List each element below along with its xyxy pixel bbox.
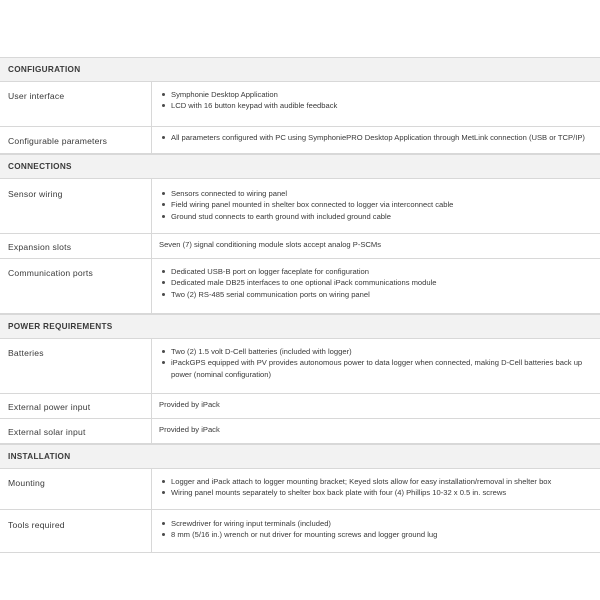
row-value xyxy=(152,469,600,509)
row-label: Batteries xyxy=(0,339,152,393)
section-header-installation: INSTALLATION xyxy=(0,444,600,469)
list-item: LCD with 16 button keypad with audible feedback xyxy=(159,100,596,111)
row-batteries xyxy=(0,339,600,394)
row-value xyxy=(152,339,600,393)
row-sensor-wiring xyxy=(0,179,600,234)
row-label: User interface xyxy=(0,82,152,126)
list-item: iPackGPS equipped with PV provides autonomous power to data logger when connected, making D-Cell batteries back up power (nominal configuration) xyxy=(159,357,596,380)
spec-table xyxy=(0,57,600,553)
row-label: Sensor wiring xyxy=(0,179,152,233)
row-communication-ports xyxy=(0,259,600,314)
row-label: Expansion slots xyxy=(0,234,152,258)
list-item: 8 mm (5/16 in.) wrench or nut driver for mounting screws and logger ground lug xyxy=(159,529,596,540)
list-item: Screwdriver for wiring input terminals (included) xyxy=(159,518,596,529)
row-label: Tools required xyxy=(0,510,152,552)
row-value: Provided by iPack xyxy=(159,425,220,434)
list-item: Dedicated USB-B port on logger faceplate for configuration xyxy=(159,266,596,277)
list-item: Ground stud connects to earth ground with included ground cable xyxy=(159,211,596,222)
row-label: Configurable parameters xyxy=(0,127,152,153)
row-label: External solar input xyxy=(0,419,152,443)
list-item: Two (2) 1.5 volt D-Cell batteries (included with logger) xyxy=(159,346,596,357)
section-header-configuration: CONFIGURATION xyxy=(0,57,600,82)
section-header-connections: CONNECTIONS xyxy=(0,154,600,179)
row-expansion-slots xyxy=(0,234,600,259)
row-value xyxy=(152,259,600,313)
list-item: Logger and iPack attach to logger mounting bracket; Keyed slots allow for easy installation/removal in shelter box xyxy=(159,476,596,487)
row-configurable-parameters xyxy=(0,127,600,154)
row-user-interface xyxy=(0,82,600,127)
row-tools-required xyxy=(0,510,600,553)
row-value: Provided by iPack xyxy=(159,400,220,409)
row-value: Seven (7) signal conditioning module slots accept analog P-SCMs xyxy=(159,240,382,249)
row-value xyxy=(152,179,600,233)
list-item: Wiring panel mounts separately to shelter box back plate with four (4) Phillips 10-32 x 0.5 in. screws xyxy=(159,487,596,498)
row-value xyxy=(152,127,600,153)
row-external-power-input xyxy=(0,394,600,419)
row-mounting xyxy=(0,469,600,510)
list-item: Dedicated male DB25 interfaces to one optional iPack communications module xyxy=(159,277,596,288)
list-item: Two (2) RS-485 serial communication ports on wiring panel xyxy=(159,289,596,300)
list-item: Field wiring panel mounted in shelter box connected to logger via interconnect cable xyxy=(159,199,596,210)
row-label: Mounting xyxy=(0,469,152,509)
row-label: Communication ports xyxy=(0,259,152,313)
row-external-solar-input xyxy=(0,419,600,444)
list-item: Sensors connected to wiring panel xyxy=(159,188,596,199)
list-item: All parameters configured with PC using SymphoniePRO Desktop Application through MetLink connection (USB or TCP/IP) xyxy=(159,132,596,143)
row-value xyxy=(152,510,600,552)
section-header-power-requirements: POWER REQUIREMENTS xyxy=(0,314,600,339)
row-label: External power input xyxy=(0,394,152,418)
list-item: Symphonie Desktop Application xyxy=(159,89,596,100)
row-value xyxy=(152,82,600,126)
